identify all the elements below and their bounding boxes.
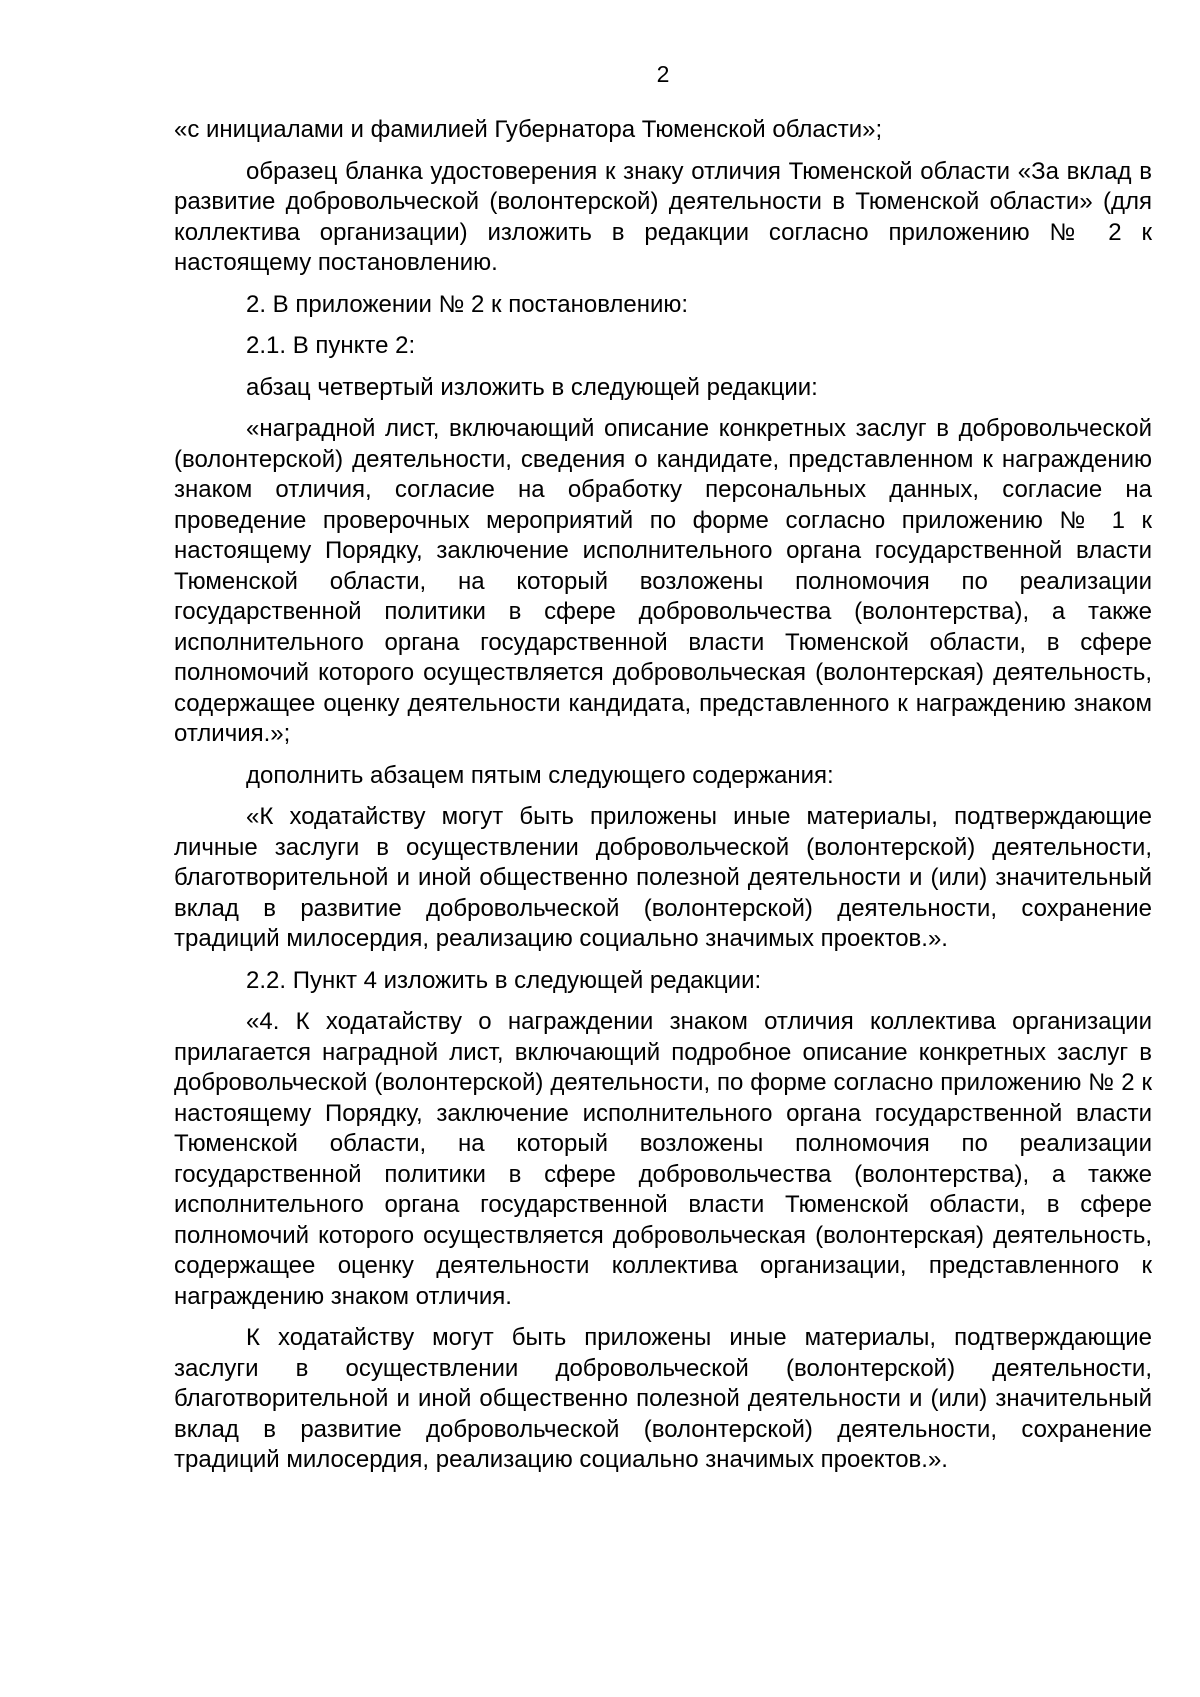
paragraph: 2. В приложении № 2 к постановлению: xyxy=(246,290,689,318)
paragraph: «4. К ходатайству о награждении знаком отличия коллектива организации прилагается наградной лист, включающий подробное описание конкретных заслуг в добровольческой (волонтерской) деятельности, по форме согласно приложению № 2 к настоящему Порядку, заключение исполнительного органа государственной власти Тюменской области, на который возложены полномочия по реализации государственной политики в сфере добровольчества (волонтерства), а также исполнительного органа государственной власти Тюменской области, в сфере полномочий которого осуществляется добровольческая (волонтерская) деятельность, содержащее оценку деятельности коллектива организации, представленного к награждению знаком отличия. xyxy=(174,1008,1152,1310)
page-number: 2 xyxy=(656,61,670,87)
paragraph: абзац четвертый изложить в следующей редакции: xyxy=(246,373,818,401)
paragraph: «К ходатайству могут быть приложены иные материалы, подтверждающие личные заслуги в осуществлении добровольческой (волонтерской) деятельности, благотворительной и иной общественно полезной деятельности и (или) значительный вклад в развитие добровольческой (волонтерской) деятельности, сохранение традиций милосердия, реализацию социально значимых проектов.». xyxy=(174,803,1152,952)
paragraph: образец бланка удостоверения к знаку отличия Тюменской области «За вклад в развитие добровольческой (волонтерской) деятельности в Тюменской области» (для коллектива организации) изложить в редакции согласно приложению № 2 к настоящему постановлению. xyxy=(174,157,1152,276)
paragraph: «с инициалами и фамилией Губернатора Тюменской области»; xyxy=(174,116,883,143)
paragraph: 2.2. Пункт 4 изложить в следующей редакции: xyxy=(246,966,762,994)
paragraph: дополнить абзацем пятым следующего содержания: xyxy=(246,761,834,789)
document-body xyxy=(174,115,1152,1487)
paragraph: 2.1. В пункте 2: xyxy=(246,332,416,359)
paragraph: К ходатайству могут быть приложены иные материалы, подтверждающие заслуги в осуществлении добровольческой (волонтерской) деятельности, благотворительной и иной общественно полезной деятельности и (или) значительный вклад в развитие добровольческой (волонтерской) деятельности, сохранение традиций милосердия, реализацию социально значимых проектов.». xyxy=(174,1324,1152,1473)
paragraph: «наградной лист, включающий описание конкретных заслуг в добровольческой (волонтерской) деятельности, сведения о кандидате, представленном к награждению знаком отличия, согласие на обработку персональных данных, согласие на проведение проверочных мероприятий по форме согласно приложению № 1 к настоящему Порядку, заключение исполнительного органа государственной власти Тюменской области, на который возложены полномочия по реализации государственной политики в сфере добровольчества (волонтерства), а также исполнительного органа государственной власти Тюменской области, в сфере полномочий которого осуществляется добровольческая (волонтерская) деятельность, содержащее оценку деятельности кандидата, представленного к награждению знаком отличия.»; xyxy=(174,415,1152,747)
